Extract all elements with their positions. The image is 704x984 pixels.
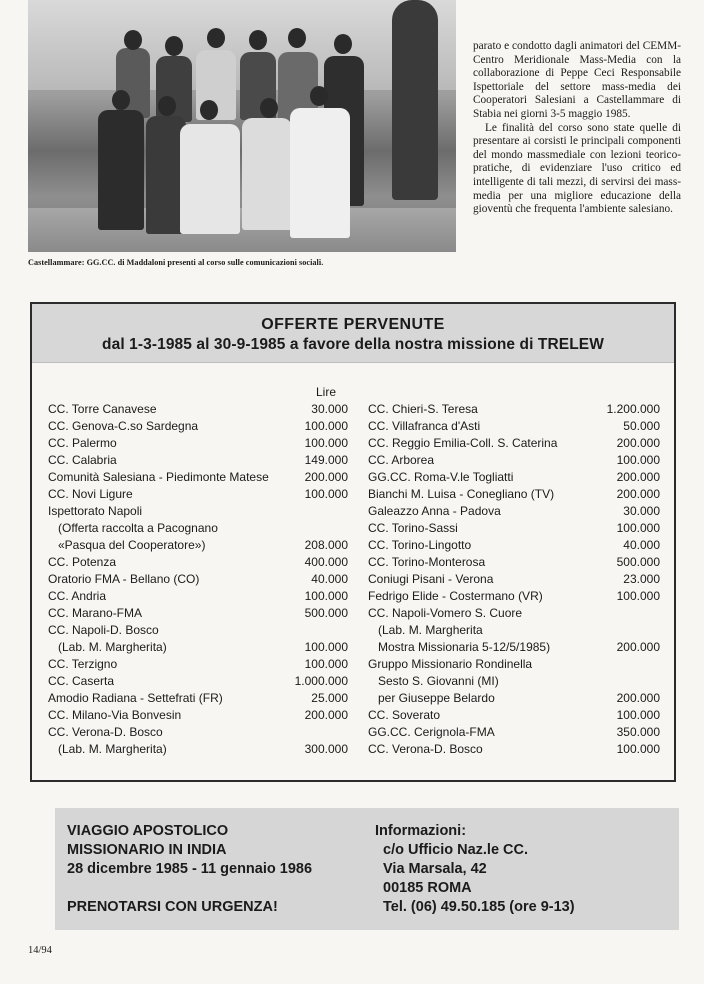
- travel-urgent: PRENOTARSI CON URGENZA!: [67, 899, 278, 915]
- offer-row: [48, 435, 348, 452]
- offer-donor: Mostra Missionaria 5-12/5/1985): [368, 640, 551, 654]
- photo-caption: Castellammare: GG.CC. di Maddaloni presenti al corso sulle comunicazioni sociali.: [28, 258, 324, 267]
- currency-label: Lire: [315, 385, 336, 399]
- offer-amount: [278, 520, 348, 537]
- offer-row: [368, 622, 660, 639]
- offer-row: [368, 588, 660, 605]
- offer-amount: 100.000: [304, 436, 348, 450]
- info-line: 00185 ROMA: [383, 880, 472, 896]
- offer-donor: CC. Soverato: [368, 708, 441, 722]
- offer-donor: CC. Reggio Emilia-Coll. S. Caterina: [368, 436, 558, 450]
- offer-row: [368, 520, 660, 537]
- offer-amount: 1.000.000: [294, 674, 348, 688]
- offer-donor: GG.CC. Roma-V.le Togliatti: [368, 470, 514, 484]
- offer-row: [48, 469, 348, 486]
- offer-row: [368, 469, 660, 486]
- page-number: 14/94: [28, 945, 52, 956]
- offer-donor: CC. Chieri-S. Teresa: [368, 402, 478, 416]
- person-head: [200, 100, 218, 120]
- offer-donor: CC. Verona-D. Bosco: [368, 742, 483, 756]
- person-head: [165, 36, 183, 56]
- offer-donor: (Offerta raccolta a Pacognano: [48, 521, 218, 535]
- offer-donor: CC. Milano-Via Bonvesin: [48, 708, 182, 722]
- offer-donor: GG.CC. Cerignola-FMA: [368, 725, 495, 739]
- offers-title: OFFERTE PERVENUTE: [261, 316, 445, 333]
- offer-amount: 200.000: [616, 691, 660, 705]
- offer-row: [368, 673, 660, 690]
- offer-amount: 500.000: [304, 606, 348, 620]
- offer-donor: Ispettorato Napoli: [48, 504, 143, 518]
- person-figure: [98, 110, 144, 230]
- offer-amount: 23.000: [623, 572, 660, 586]
- info-line: Via Marsala, 42: [383, 861, 487, 877]
- offer-amount: 30.000: [623, 504, 660, 518]
- offer-row: [48, 486, 348, 503]
- offer-amount: 100.000: [616, 708, 660, 722]
- offer-donor: CC. Verona-D. Bosco: [48, 725, 163, 739]
- article-paragraph: Le finalità del corso sono state quelle di presentare ai corsisti le principali componenti del mondo massmediale con lezioni teorico-pratiche, di evidenziare l'uso critico ed intelligente di tali mezzi, di servirsi dei mass-media per una migliore educazione della gioventù che frequenta l'ambiente salesiano.: [473, 121, 681, 216]
- travel-details: [67, 822, 367, 917]
- person-figure: [242, 118, 292, 230]
- offer-donor: «Pasqua del Cooperatore»): [48, 538, 206, 552]
- offers-list-right: [368, 401, 660, 758]
- offer-row: [48, 707, 348, 724]
- offer-amount: 30.000: [311, 402, 348, 416]
- offer-amount: 25.000: [311, 691, 348, 705]
- offer-amount: [278, 622, 348, 639]
- offer-row: [368, 741, 660, 758]
- offer-row: [368, 452, 660, 469]
- offer-donor: Comunità Salesiana - Piedimonte Matese: [48, 470, 269, 484]
- info-line: c/o Ufficio Naz.le CC.: [383, 842, 529, 858]
- offer-amount: 100.000: [616, 521, 660, 535]
- offer-donor: Amodio Radiana - Settefrati (FR): [48, 691, 223, 705]
- offer-amount: 300.000: [304, 742, 348, 756]
- travel-info: [375, 822, 675, 917]
- person-head: [112, 90, 130, 110]
- offer-amount: [576, 673, 660, 690]
- offer-row: [48, 673, 348, 690]
- offer-donor: CC. Arborea: [368, 453, 435, 467]
- offer-row: [368, 486, 660, 503]
- offer-donor: CC. Caserta: [48, 674, 115, 688]
- offer-amount: [576, 622, 660, 639]
- offer-amount: 100.000: [304, 640, 348, 654]
- offer-donor: CC. Novi Ligure: [48, 487, 133, 501]
- offer-donor: CC. Calabria: [48, 453, 117, 467]
- offer-row: [48, 639, 348, 656]
- offer-donor: Sesto S. Giovanni (MI): [368, 674, 499, 688]
- offer-row: [48, 605, 348, 622]
- offer-row: [368, 571, 660, 588]
- offer-row: [48, 401, 348, 418]
- person-figure: [180, 124, 240, 234]
- offer-donor: (Lab. M. Margherita: [368, 623, 483, 637]
- offer-row: [368, 656, 660, 673]
- offer-amount: [278, 503, 348, 520]
- offer-amount: 200.000: [616, 436, 660, 450]
- offer-donor: CC. Potenza: [48, 555, 117, 569]
- offer-amount: 350.000: [616, 725, 660, 739]
- offer-row: [48, 571, 348, 588]
- travel-line: VIAGGIO APOSTOLICO: [67, 823, 229, 839]
- offer-donor: CC. Torino-Lingotto: [368, 538, 472, 552]
- offer-row: [48, 520, 348, 537]
- offer-row: [48, 588, 348, 605]
- offer-amount: 208.000: [304, 538, 348, 552]
- offer-donor: CC. Torino-Sassi: [368, 521, 458, 535]
- offer-row: [48, 418, 348, 435]
- offer-donor: (Lab. M. Margherita): [48, 742, 167, 756]
- offer-row: [368, 418, 660, 435]
- offer-amount: 50.000: [623, 419, 660, 433]
- offer-amount: [576, 605, 660, 622]
- person-head: [310, 86, 328, 106]
- offer-row: [48, 452, 348, 469]
- info-line: Tel. (06) 49.50.185 (ore 9-13): [383, 899, 575, 915]
- offer-donor: CC. Palermo: [48, 436, 117, 450]
- offer-donor: Coniugi Pisani - Verona: [368, 572, 494, 586]
- group-photo: [28, 0, 456, 252]
- offer-donor: CC. Terzigno: [48, 657, 118, 671]
- offer-row: [368, 435, 660, 452]
- offer-row: [48, 690, 348, 707]
- offer-row: [368, 503, 660, 520]
- offer-row: [368, 707, 660, 724]
- offer-row: [368, 554, 660, 571]
- person-head: [288, 28, 306, 48]
- person-head: [124, 30, 142, 50]
- offer-row: [48, 622, 348, 639]
- offer-row: [48, 537, 348, 554]
- offer-donor: CC. Torino-Monterosa: [368, 555, 486, 569]
- offer-row: [368, 537, 660, 554]
- person-head: [334, 34, 352, 54]
- offer-row: [48, 741, 348, 758]
- offers-subtitle: dal 1-3-1985 al 30-9-1985 a favore della nostra missione di TRELEW: [102, 336, 604, 353]
- offer-amount: 100.000: [616, 742, 660, 756]
- offer-amount: 40.000: [311, 572, 348, 586]
- offer-donor: Galeazzo Anna - Padova: [368, 504, 501, 518]
- offer-row: [368, 724, 660, 741]
- person-head: [249, 30, 267, 50]
- article-text: [473, 40, 681, 217]
- offer-donor: CC. Torre Canavese: [48, 402, 157, 416]
- photo-tree: [392, 0, 438, 200]
- offer-row: [48, 724, 348, 741]
- offer-donor: CC. Marano-FMA: [48, 606, 143, 620]
- offer-donor: Fedrigo Elide - Costermano (VR): [368, 589, 543, 603]
- offer-donor: CC. Napoli-Vomero S. Cuore: [368, 606, 523, 620]
- offer-amount: 149.000: [304, 453, 348, 467]
- offer-donor: CC. Napoli-D. Bosco: [48, 623, 159, 637]
- offer-donor: CC. Genova-C.so Sardegna: [48, 419, 199, 433]
- offer-amount: 100.000: [304, 657, 348, 671]
- travel-line: MISSIONARIO IN INDIA: [67, 842, 227, 858]
- offer-amount: 100.000: [304, 589, 348, 603]
- offer-donor: (Lab. M. Margherita): [48, 640, 167, 654]
- offer-row: [368, 639, 660, 656]
- offer-donor: Oratorio FMA - Bellano (CO): [48, 572, 200, 586]
- offer-row: [368, 690, 660, 707]
- offer-amount: [576, 656, 660, 673]
- offer-donor: CC. Villafranca d'Asti: [368, 419, 481, 433]
- offer-donor: Bianchi M. Luisa - Conegliano (TV): [368, 487, 555, 501]
- person-head: [158, 96, 176, 116]
- offer-row: [368, 605, 660, 622]
- offer-amount: 100.000: [304, 419, 348, 433]
- offer-row: [48, 554, 348, 571]
- info-label: Informazioni:: [375, 823, 467, 839]
- offer-amount: 400.000: [304, 555, 348, 569]
- offer-donor: CC. Andria: [48, 589, 107, 603]
- offer-amount: 200.000: [616, 640, 660, 654]
- offer-amount: 1.200.000: [606, 402, 660, 416]
- offer-amount: 200.000: [304, 470, 348, 484]
- travel-announcement: [55, 808, 679, 930]
- offers-list-left: [48, 384, 348, 758]
- article-paragraph: parato e condotto dagli animatori del CEMM-Centro Meridionale Mass-Media con la collaborazione di Peppe Ceci Responsabile Ispettoriale del settore mass-media dei Cooperatori Salesiani a Castellammare di Stabia nei giorni 3-5 maggio 1985.: [473, 40, 681, 120]
- offer-donor: per Giuseppe Belardo: [368, 691, 495, 705]
- offers-box: [30, 302, 676, 782]
- offer-amount: 200.000: [616, 470, 660, 484]
- offer-amount: 200.000: [304, 708, 348, 722]
- person-figure: [290, 108, 350, 238]
- offer-amount: 200.000: [616, 487, 660, 501]
- offers-header: [32, 304, 674, 363]
- offer-amount: 100.000: [616, 453, 660, 467]
- offer-amount: 500.000: [616, 555, 660, 569]
- offer-donor: Gruppo Missionario Rondinella: [368, 657, 533, 671]
- travel-dates: 28 dicembre 1985 - 11 gennaio 1986: [67, 861, 313, 877]
- offer-row: [48, 503, 348, 520]
- offer-amount: 100.000: [616, 589, 660, 603]
- person-head: [207, 28, 225, 48]
- offer-amount: [278, 724, 348, 741]
- offer-row: [48, 656, 348, 673]
- offer-row: [368, 401, 660, 418]
- offer-amount: 100.000: [304, 487, 348, 501]
- person-head: [260, 98, 278, 118]
- offer-amount: 40.000: [623, 538, 660, 552]
